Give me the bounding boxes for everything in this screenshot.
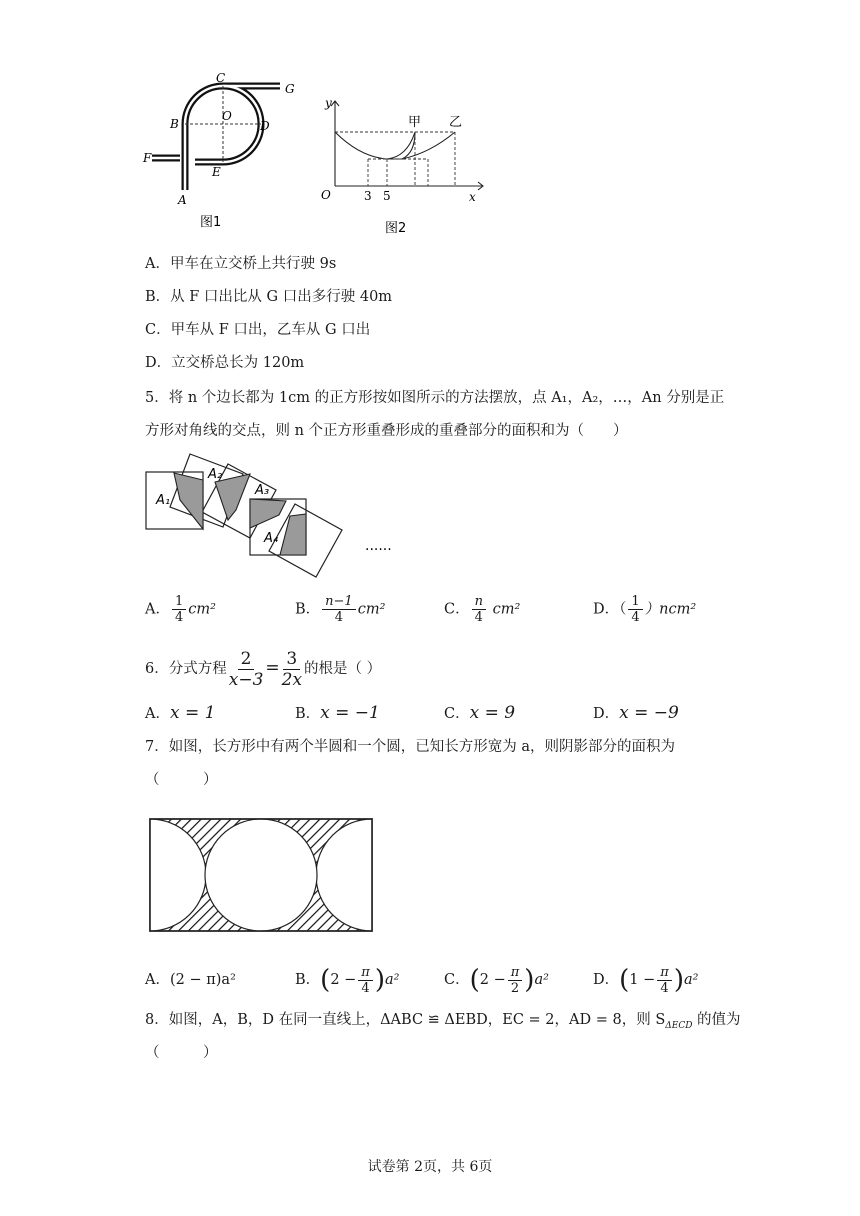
q5-option-d-letter: D．	[593, 601, 620, 618]
q5-option-a-tail: cm²	[188, 601, 216, 618]
fig2-label-yi: 乙	[449, 115, 463, 130]
q5-label-a4: A₄	[264, 531, 279, 546]
q7-option-b-tail: a²	[385, 972, 400, 988]
fig2-label-jia: 甲	[408, 115, 422, 130]
figure-1-interchange	[140, 72, 310, 232]
q7-option-d-letter: D．	[593, 972, 620, 988]
q6-rhs-den: 2x	[281, 669, 303, 690]
q4-option-a-text: 甲车在立交桥上共行驶 9s	[169, 256, 337, 272]
q5-label-a2: A₂	[208, 467, 223, 482]
fig2-caption: 图2	[385, 221, 407, 236]
q6-option-a-text: x = 1	[169, 703, 216, 723]
q5-squares-figure	[140, 452, 410, 587]
q7-stem-line2: （ ）	[145, 772, 218, 788]
q7-option-d	[593, 962, 698, 998]
q7-option-d-tail: a²	[683, 972, 699, 988]
fig2-origin: O	[321, 188, 331, 202]
q5-option-b-letter: B．	[295, 601, 321, 618]
fig1-label-d: D	[260, 119, 270, 133]
q5-stem-line1: 5．将 n 个边长都为 1cm 的正方形按如图所示的方法摆放，点 A₁，A₂，…，An 分别是正	[145, 390, 725, 406]
q7-option-c-num: π	[508, 965, 523, 981]
q7-option-c-tail: a²	[534, 972, 549, 988]
q7-option-a-letter: A．	[145, 972, 170, 988]
q7-option-c	[444, 962, 549, 998]
q7-option-b-fraction	[358, 965, 373, 996]
q7-option-b	[295, 962, 399, 998]
fig1-label-e: E	[212, 165, 221, 179]
q7-option-b-num: π	[358, 965, 373, 981]
fig2-axis-y: y	[325, 96, 332, 110]
figure-2-graph	[315, 95, 490, 240]
q4-option-b	[145, 287, 392, 307]
page-footer: 试卷第 2页，共 6页	[367, 1159, 493, 1175]
q8-stem-end: 的值为	[692, 1012, 741, 1028]
q6-suffix: 的根是（ ）	[304, 661, 382, 677]
q8-stem-line1	[145, 1010, 741, 1036]
q6-equals: =	[265, 658, 280, 678]
q6-option-a	[145, 703, 215, 724]
q5-option-b-num: n−1	[322, 594, 356, 610]
q7-option-c-open-paren: (	[469, 965, 480, 995]
q7-option-d-open-paren: (	[619, 965, 630, 995]
q7-option-d-pre: 1 −	[629, 972, 656, 988]
q7-option-b-pre: 2 −	[330, 972, 357, 988]
q5-option-d-den: 4	[631, 610, 640, 625]
q7-option-b-den: 4	[361, 980, 370, 996]
q4-option-d-letter: D．	[145, 355, 172, 371]
q5-option-b	[295, 594, 385, 625]
q8-stem-subscript: ΔECD	[665, 1020, 693, 1031]
q5-option-c-fraction	[472, 594, 486, 625]
fig1-label-a: A	[178, 193, 187, 207]
fig2-axis-x: x	[469, 190, 476, 204]
q5-option-b-fraction	[322, 594, 356, 625]
q7-option-c-letter: C．	[444, 972, 470, 988]
q4-option-a-letter: A．	[145, 256, 170, 272]
q4-option-c	[145, 320, 370, 340]
q5-option-c-num: n	[472, 594, 486, 610]
q8-stem-text: 8．如图，A，B，D 在同一直线上，ΔABC ≌ ΔEBD，EC = 2，AD = 8，则 S	[145, 1012, 666, 1028]
q7-option-b-open-paren: (	[320, 965, 331, 995]
q4-option-b-text: 从 F 口出比从 G 口出多行驶 40m	[170, 289, 393, 305]
fig1-label-o: O	[222, 109, 232, 123]
fig1-label-c: C	[216, 72, 226, 85]
q4-option-b-letter: B．	[145, 289, 171, 305]
q5-option-d-num: 1	[628, 594, 642, 610]
q7-option-d-num: π	[657, 965, 672, 981]
q5-label-a1: A₁	[156, 493, 171, 508]
q4-option-c-letter: C．	[145, 322, 171, 338]
q7-option-d-den: 4	[660, 980, 669, 996]
q6-lhs-fraction	[229, 649, 264, 690]
q6-option-c-letter: C．	[444, 706, 470, 722]
q5-option-c	[444, 594, 520, 625]
fig2-tick-5: 5	[383, 189, 391, 203]
q6-option-c	[444, 703, 515, 724]
q6-option-a-letter: A．	[145, 706, 170, 722]
fig2-tick-3: 3	[364, 189, 372, 203]
q5-option-a-num: 1	[172, 594, 186, 610]
q7-option-c-fraction	[508, 965, 523, 996]
q7-option-c-den: 2	[510, 980, 520, 996]
q6-option-c-text: x = 9	[469, 703, 516, 723]
q4-option-d	[145, 353, 304, 373]
q5-option-c-tail: cm²	[492, 601, 521, 618]
q6-prefix: 6．分式方程	[145, 661, 227, 677]
q6-option-b-text: x = −1	[320, 703, 380, 723]
q6-option-d	[593, 703, 679, 724]
q6-lhs-den: x−3	[228, 669, 264, 690]
q7-stem-line1: 7．如图，长方形中有两个半圆和一个圆，已知长方形宽为 a，则阴影部分的面积为	[145, 739, 675, 755]
q5-option-d-fraction	[628, 594, 642, 625]
q6-option-d-letter: D．	[593, 706, 620, 722]
q4-option-d-text: 立交桥总长为 120m	[171, 355, 305, 371]
q5-option-a-letter: A．	[145, 601, 170, 618]
q6-stem	[145, 648, 381, 688]
q7-rectangle-figure	[145, 815, 377, 937]
q5-option-a	[145, 594, 216, 625]
fig1-caption: 图1	[200, 215, 222, 230]
q7-option-b-close-paren: )	[374, 965, 385, 995]
fig1-label-b: B	[170, 117, 179, 131]
q6-rhs-num: 3	[283, 649, 300, 670]
q6-rhs-fraction	[282, 649, 302, 690]
q6-option-d-text: x = −9	[619, 703, 679, 723]
q7-option-a	[145, 970, 236, 990]
q6-lhs-num: 2	[238, 649, 255, 670]
q6-option-b-letter: B．	[295, 706, 321, 722]
q8-stem-line2: （ ）	[145, 1045, 218, 1061]
q5-stem-line2: 方形对角线的交点，则 n 个正方形重叠形成的重叠部分的面积和为（ ）	[145, 423, 628, 439]
q5-label-a3: A₃	[255, 483, 270, 498]
q5-option-a-den: 4	[174, 610, 184, 625]
fig1-label-g: G	[285, 82, 295, 96]
q7-option-b-letter: B．	[295, 972, 321, 988]
q5-option-b-tail: cm²	[357, 601, 386, 618]
q7-option-c-close-paren: )	[524, 965, 535, 995]
fig1-label-f: F	[143, 151, 152, 165]
q5-option-b-den: 4	[334, 610, 344, 625]
q6-option-b	[295, 703, 380, 724]
q5-option-c-den: 4	[474, 610, 483, 625]
q4-option-c-text: 甲车从 F 口出，乙车从 G 口出	[170, 322, 371, 338]
q5-option-a-fraction	[172, 594, 186, 625]
q5-option-c-letter: C．	[444, 601, 470, 618]
q5-option-d-pre: （	[619, 601, 627, 618]
q7-option-a-text: (2 − π)a²	[169, 972, 236, 988]
q5-ellipsis: ......	[365, 538, 392, 554]
q5-option-d	[593, 594, 696, 625]
q7-option-d-close-paren: )	[673, 965, 684, 995]
q7-option-d-fraction	[657, 965, 672, 996]
q4-option-a	[145, 254, 336, 274]
q5-option-d-tail: ）ncm²	[644, 601, 697, 618]
q7-option-c-pre: 2 −	[479, 972, 506, 988]
